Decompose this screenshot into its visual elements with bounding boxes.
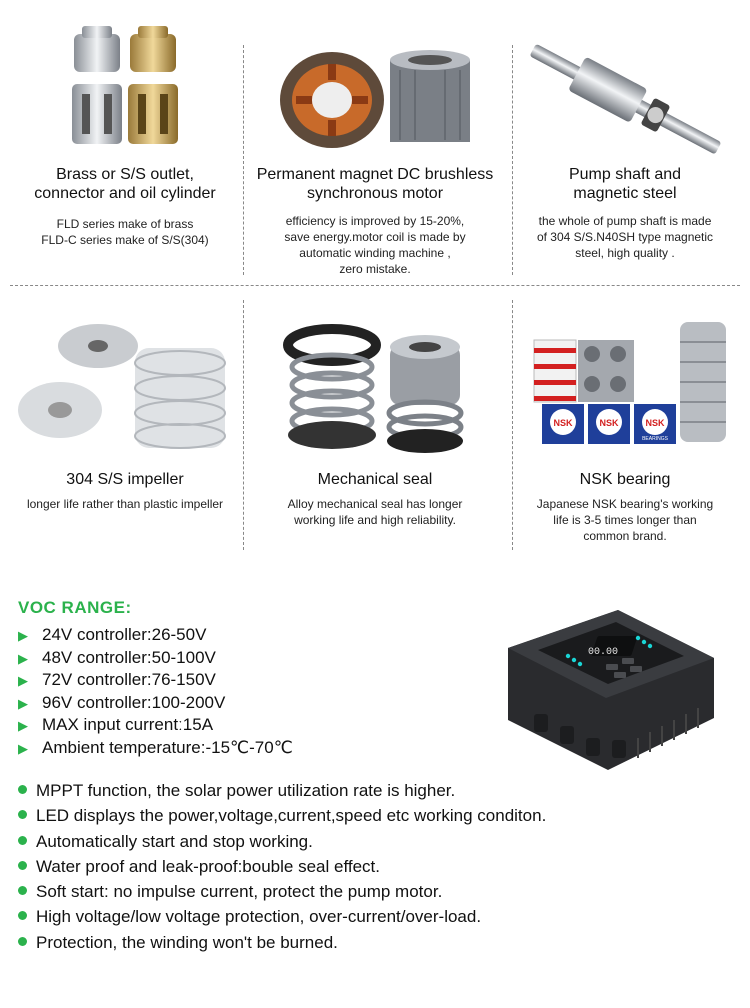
feature-title: Mechanical seal [317,471,433,488]
dot-bullet-icon [18,810,27,819]
feature-description: efficiency is improved by 15-20%, save energy.motor coil is made by automatic winding machine , zero mistake. [284,214,466,276]
nsk-logo-text: NSK [553,418,573,428]
voc-item: ▶ 72V controller:76-150V [18,669,293,692]
voc-item: ▶ Ambient temperature:-15℃-70℃ [18,737,293,760]
dot-bullet-icon [18,861,27,870]
dot-bullet-icon [18,911,27,920]
impeller-image [0,318,250,453]
dot-bullet-icon [18,937,27,946]
triangle-bullet-icon: ▶ [18,740,28,756]
nsk-logo-text: NSK [599,418,619,428]
horizontal-divider [10,285,740,286]
dot-bullet-icon [18,785,27,794]
voc-range-list [18,624,293,759]
feature-item: Soft start: no impulse current, protect the pump motor. [18,879,546,904]
controller-feature-list [18,778,546,955]
voc-item: ▶ 96V controller:100-200V [18,692,293,715]
feature-item: Automatically start and stop working. [18,829,546,854]
voc-range-title: VOC RANGE: [18,598,132,617]
pump-controller-image [488,598,728,778]
motor-stator-image [250,40,500,155]
controller-display-text: 00.00 [587,647,619,658]
feature-item: High voltage/low voltage protection, over-current/over-load. [18,904,546,929]
pump-shaft-image [500,40,750,158]
feature-description: the whole of pump shaft is made of 304 S/S.N40SH type magnetic steel, high quality . [536,214,714,260]
feature-title: 304 S/S impeller [66,471,184,488]
triangle-bullet-icon: ▶ [18,628,28,643]
triangle-bullet-icon: ▶ [18,673,28,688]
nsk-bearing-image [500,318,750,453]
triangle-bullet-icon: ▶ [18,650,28,666]
feature-item: MPPT function, the solar power utilization rate is higher. [18,778,546,803]
feature-title: Pump shaft and magnetic steel [568,166,682,202]
feature-title: Brass or S/S outlet, connector and oil cylinder [34,166,216,202]
triangle-bullet-icon: ▶ [18,695,28,711]
bearings-label: BEARINGS [642,436,668,442]
voc-item: ▶ MAX input currentː15A [18,714,293,737]
feature-title: Permanent magnet DC brushless synchronous motor [256,166,494,202]
mechanical-seal-image [250,315,500,455]
feature-title: NSK bearing [579,471,671,488]
feature-item: Water proof and leak-proof:bouble seal effect. [18,854,546,879]
voc-item: ▶ 48V controller:50-100V [18,647,293,670]
dot-bullet-icon [18,836,27,845]
feature-item: Protection, the winding won't be burned. [18,930,546,955]
nsk-logo-text: NSK [645,418,665,428]
feature-description: FLD series make of brass FLD-C series make of S/S(304) [41,217,209,247]
brass-connector-image [0,22,250,150]
feature-item: LED displays the power,voltage,current,speed etc working conditon. [18,803,546,828]
voc-item: ▶ 24V controller:26-50V [18,624,293,647]
feature-description: Japanese NSK bearing's working life is 3-5 times longer than common brand. [536,497,714,543]
triangle-bullet-icon: ▶ [18,718,28,733]
feature-description: longer life rather than plastic impeller [26,497,224,511]
dot-bullet-icon [18,886,27,895]
feature-description: Alloy mechanical seal has longer working life and high reliability. [287,497,463,527]
